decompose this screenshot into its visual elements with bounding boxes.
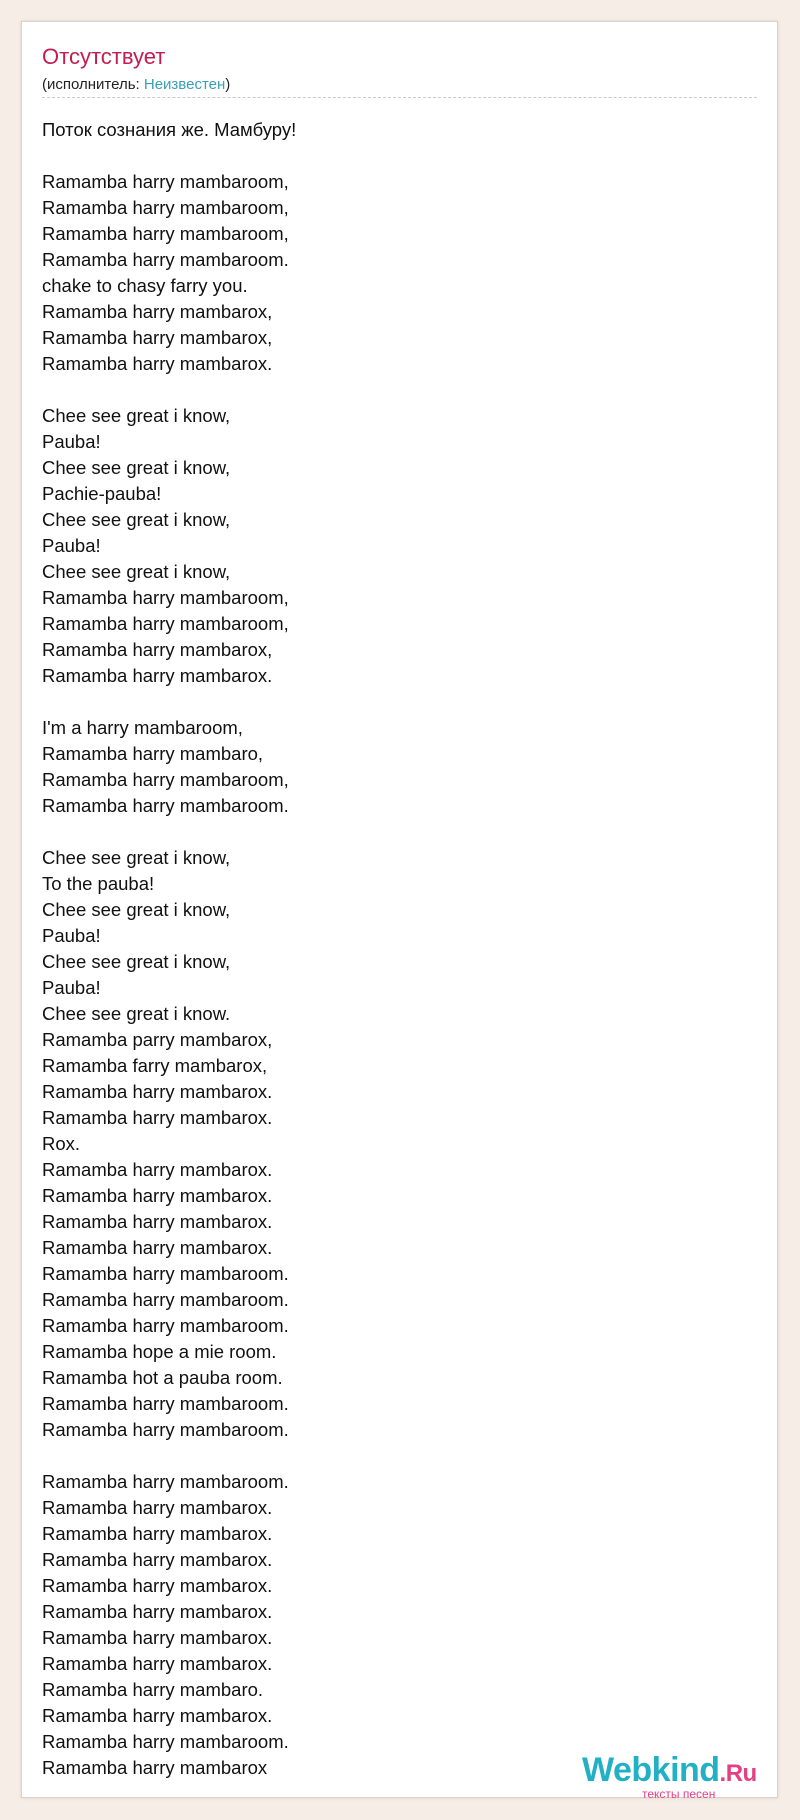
lyric-line: Ramamba harry mambarox.	[42, 353, 273, 374]
lyric-line: Ramamba harry mambarox.	[42, 1575, 273, 1596]
lyric-blank-line	[42, 819, 742, 845]
lyric-line: Chee see great i know,	[42, 847, 231, 868]
lyric-line: Ramamba harry mambarox.	[42, 1601, 273, 1622]
lyric-line: Ramamba harry mambaroom,	[42, 197, 289, 218]
lyric-line: Pachie-pauba!	[42, 483, 162, 504]
lyric-line: To the pauba!	[42, 873, 155, 894]
lyric-line: Ramamba harry mambarox.	[42, 1159, 273, 1180]
lyric-line: Chee see great i know,	[42, 405, 231, 426]
artist-line	[42, 75, 757, 98]
artist-suffix: )	[225, 76, 231, 93]
lyric-line: Ramamba harry mambarox,	[42, 301, 273, 322]
lyric-line: Ramamba parry mambarox,	[42, 1029, 273, 1050]
lyric-line: Ramamba harry mambaroom.	[42, 1471, 289, 1492]
lyric-line: Ramamba harry mambaroom.	[42, 1315, 289, 1336]
lyric-line: Pauba!	[42, 977, 101, 998]
lyric-line: Ramamba harry mambarox.	[42, 1549, 273, 1570]
lyric-line: Ramamba harry mambarox.	[42, 1497, 273, 1518]
lyric-line: Chee see great i know,	[42, 561, 231, 582]
lyric-line: Ramamba harry mambaroom.	[42, 1393, 289, 1414]
lyric-line: Ramamba harry mambaroom.	[42, 1289, 289, 1310]
lyric-line: Ramamba harry mambaroom.	[42, 795, 289, 816]
lyric-line: Ramamba harry mambarox.	[42, 1081, 273, 1102]
lyric-line: Ramamba harry mambaroom.	[42, 1731, 289, 1752]
lyric-line: Ramamba harry mambaroom,	[42, 769, 289, 790]
lyric-line: Ramamba harry mambarox,	[42, 327, 273, 348]
lyric-line: Chee see great i know,	[42, 899, 231, 920]
lyric-line: Chee see great i know.	[42, 1003, 231, 1024]
lyric-line: Ramamba harry mambarox.	[42, 665, 273, 686]
lyric-blank-line	[42, 143, 742, 169]
lyric-line: Ramamba hot a pauba room.	[42, 1367, 283, 1388]
lyric-line: Ramamba farry mambarox,	[42, 1055, 268, 1076]
lyric-line: Pauba!	[42, 535, 101, 556]
lyric-line: Chee see great i know,	[42, 457, 231, 478]
lyric-line: chake to chasy farry you.	[42, 275, 248, 296]
lyric-line: Ramamba harry mambaroom.	[42, 1419, 289, 1440]
lyric-line: Ramamba harry mambarox.	[42, 1523, 273, 1544]
song-title: Отсутствует	[42, 44, 166, 69]
lyric-blank-line	[42, 377, 742, 403]
lyric-line: Rox.	[42, 1133, 81, 1154]
lyric-line: I'm a harry mambaroom,	[42, 717, 243, 738]
lyric-line: Ramamba harry mambarox.	[42, 1705, 273, 1726]
webkind-logo[interactable]	[582, 1751, 772, 1801]
lyric-line: Ramamba harry mambaroom,	[42, 613, 289, 634]
lyric-line: Ramamba harry mambarox.	[42, 1653, 273, 1674]
lyric-line: Chee see great i know,	[42, 509, 231, 530]
lyric-line: Chee see great i know,	[42, 951, 231, 972]
lyric-line: Ramamba harry mambaroom,	[42, 171, 289, 192]
logo-brand: Webkind	[582, 1751, 720, 1789]
lyric-line: Ramamba harry mambaroom.	[42, 1263, 289, 1284]
lyric-line: Ramamba harry mambarox.	[42, 1107, 273, 1128]
artist-prefix: (исполнитель:	[42, 76, 144, 93]
lyric-line: Поток сознания же. Мамбуру!	[42, 119, 297, 140]
lyric-line: Ramamba harry mambarox	[42, 1757, 268, 1778]
lyric-line: Ramamba harry mambaroom,	[42, 223, 289, 244]
lyric-blank-line	[42, 689, 742, 715]
lyric-line: Pauba!	[42, 431, 101, 452]
logo-tagline: тексты песен	[642, 1787, 716, 1801]
lyrics-card	[21, 21, 778, 1801]
lyric-line: Ramamba harry mambaro.	[42, 1679, 264, 1700]
lyric-line: Ramamba harry mambarox,	[42, 639, 273, 660]
lyric-line: Ramamba harry mambarox.	[42, 1185, 273, 1206]
lyric-blank-line	[42, 1443, 742, 1469]
lyric-line: Ramamba harry mambarox.	[42, 1211, 273, 1232]
lyric-line: Ramamba harry mambarox.	[42, 1237, 273, 1258]
logo-tld: .Ru	[719, 1760, 757, 1787]
lyrics-text	[42, 117, 742, 1781]
artist-link[interactable]: Неизвестен	[143, 76, 226, 93]
lyric-line: Ramamba hope a mie room.	[42, 1341, 277, 1362]
lyric-line: Ramamba harry mambaroom.	[42, 249, 289, 270]
lyric-line: Ramamba harry mambaroom,	[42, 587, 289, 608]
lyric-line: Pauba!	[42, 925, 101, 946]
lyric-line: Ramamba harry mambaro,	[42, 743, 264, 764]
lyric-line: Ramamba harry mambarox.	[42, 1627, 273, 1648]
